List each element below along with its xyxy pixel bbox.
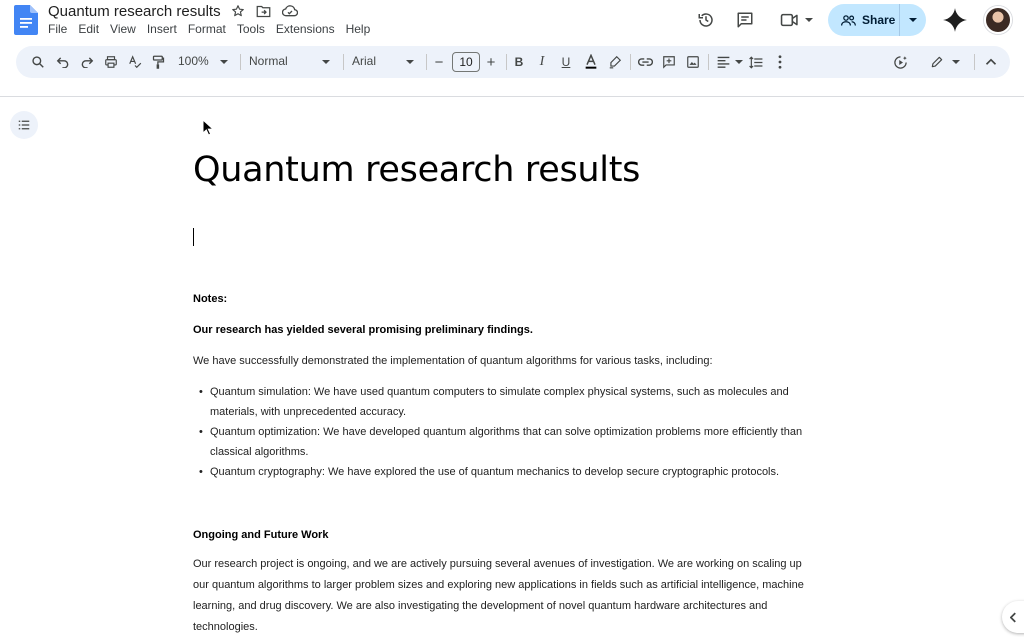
- paragraph-line: Our research project is ongoing, and we are actively pursuing several avenues of investigation. We are working on scaling up: [193, 558, 802, 570]
- menu-edit[interactable]: Edit: [78, 22, 100, 36]
- header-divider: [0, 96, 1024, 97]
- document-outline-button[interactable]: [10, 111, 38, 139]
- underline-button[interactable]: U: [561, 55, 571, 69]
- notes-label: Notes:: [193, 293, 228, 305]
- add-comment-icon[interactable]: [659, 52, 679, 72]
- menu-bar: [48, 22, 381, 38]
- font-caret-icon[interactable]: [400, 52, 420, 72]
- paragraph-style-select[interactable]: Normal: [249, 54, 288, 68]
- menu-format[interactable]: Format: [187, 22, 226, 36]
- menu-view[interactable]: View: [110, 22, 136, 36]
- toolbar-divider: [343, 54, 344, 70]
- text-color-icon[interactable]: [581, 52, 601, 72]
- share-button[interactable]: [828, 4, 926, 36]
- paint-format-icon[interactable]: [148, 52, 168, 72]
- toolbar-divider: [426, 54, 427, 70]
- list-item-line: • Quantum simulation: We have used quantum computers to simulate complex physical systems, such as molecules and: [210, 386, 789, 398]
- more-options-icon[interactable]: [770, 52, 790, 72]
- mouse-pointer-icon: [202, 119, 214, 137]
- star-icon[interactable]: [229, 2, 247, 20]
- font-family-select[interactable]: Arial: [352, 54, 377, 68]
- insert-link-icon[interactable]: [635, 52, 655, 72]
- list-item: [193, 462, 833, 482]
- list-item-line: • Quantum optimization: We have developed quantum algorithms that can solve optimization problems more efficiently than: [210, 426, 803, 438]
- editing-mode-icon[interactable]: [927, 52, 947, 72]
- toolbar-divider: [630, 54, 631, 70]
- document-heading: Quantum research results: [193, 150, 641, 190]
- collapse-menus-icon[interactable]: [981, 52, 1001, 72]
- chevron-left-icon: [1010, 612, 1017, 623]
- app-header: [0, 0, 1024, 44]
- paragraph-line: learning, and drug discovery. We are also investigating the development of novel quantum hardware architectures and: [193, 600, 768, 612]
- toolbar-divider: [506, 54, 507, 70]
- undo-icon[interactable]: [53, 52, 73, 72]
- list-item: [193, 382, 833, 422]
- highlight-icon[interactable]: [605, 52, 625, 72]
- search-icon[interactable]: [28, 52, 48, 72]
- redo-icon[interactable]: [77, 52, 97, 72]
- menu-insert[interactable]: Insert: [146, 22, 177, 36]
- zoom-value[interactable]: 100%: [178, 54, 209, 68]
- title-row: [48, 2, 299, 20]
- style-caret-icon[interactable]: [316, 52, 336, 72]
- bold-button[interactable]: B: [514, 55, 524, 69]
- toolbar-divider: [974, 54, 975, 70]
- list-item: [193, 422, 833, 462]
- font-size-input[interactable]: 10: [452, 52, 480, 72]
- findings-subheading: Our research has yielded several promising preliminary findings.: [193, 324, 533, 336]
- outline-list-icon: [18, 120, 30, 130]
- findings-list: [193, 382, 833, 482]
- menu-tools[interactable]: Tools: [236, 22, 265, 36]
- spellcheck-icon[interactable]: [125, 52, 145, 72]
- menu-help[interactable]: Help: [345, 22, 371, 36]
- italic-button[interactable]: I: [539, 54, 545, 69]
- line-spacing-icon[interactable]: [746, 52, 766, 72]
- list-item-line: materials, with unprecedented accuracy.: [210, 406, 407, 418]
- list-item-line: • Quantum cryptography: We have explored the use of quantum mechanics to develop secure cryptographic protocols.: [210, 466, 780, 478]
- list-item-line: classical algorithms.: [210, 446, 309, 458]
- docs-logo-icon[interactable]: [14, 5, 38, 35]
- share-caret-icon: [909, 18, 917, 22]
- toolbar-divider: [240, 54, 241, 70]
- formatting-toolbar: [16, 46, 1010, 78]
- gemini-icon[interactable]: [942, 7, 968, 33]
- move-folder-icon[interactable]: [255, 2, 273, 20]
- share-options-button[interactable]: [900, 4, 926, 36]
- toolbar-divider: [708, 54, 709, 70]
- paragraph-line: technologies.: [193, 621, 258, 633]
- side-panel-toggle[interactable]: [1002, 601, 1024, 633]
- document-title[interactable]: Quantum research results: [48, 2, 221, 20]
- people-icon: [841, 14, 856, 27]
- editing-mode-caret-icon[interactable]: [946, 52, 966, 72]
- avatar[interactable]: [984, 6, 1012, 34]
- section-heading: Ongoing and Future Work: [193, 529, 329, 541]
- zoom-caret-icon[interactable]: [214, 52, 234, 72]
- menu-file[interactable]: File: [48, 22, 68, 36]
- paragraph-line: our quantum algorithms to larger problem sizes and exploring new applications in fields such as artificial intelligence, machine: [193, 579, 804, 591]
- intro-paragraph: We have successfully demonstrated the implementation of quantum algorithms for various tasks, including:: [193, 355, 713, 367]
- cloud-saved-icon[interactable]: [281, 2, 299, 20]
- ongoing-work-paragraph: [193, 554, 833, 637]
- text-cursor: [193, 228, 194, 246]
- version-history-icon[interactable]: [694, 8, 718, 32]
- insert-image-icon[interactable]: [683, 52, 703, 72]
- increase-font-size-button[interactable]: +: [486, 53, 496, 71]
- share-main[interactable]: [828, 4, 900, 36]
- gemini-suggest-icon[interactable]: [890, 52, 910, 72]
- meet-caret-icon: [805, 18, 813, 22]
- comment-icon[interactable]: [733, 8, 757, 32]
- meet-icon[interactable]: [776, 8, 816, 32]
- menu-extensions[interactable]: Extensions: [275, 22, 335, 36]
- decrease-font-size-button[interactable]: −: [434, 53, 444, 71]
- print-icon[interactable]: [101, 52, 121, 72]
- share-label: Share: [862, 13, 896, 27]
